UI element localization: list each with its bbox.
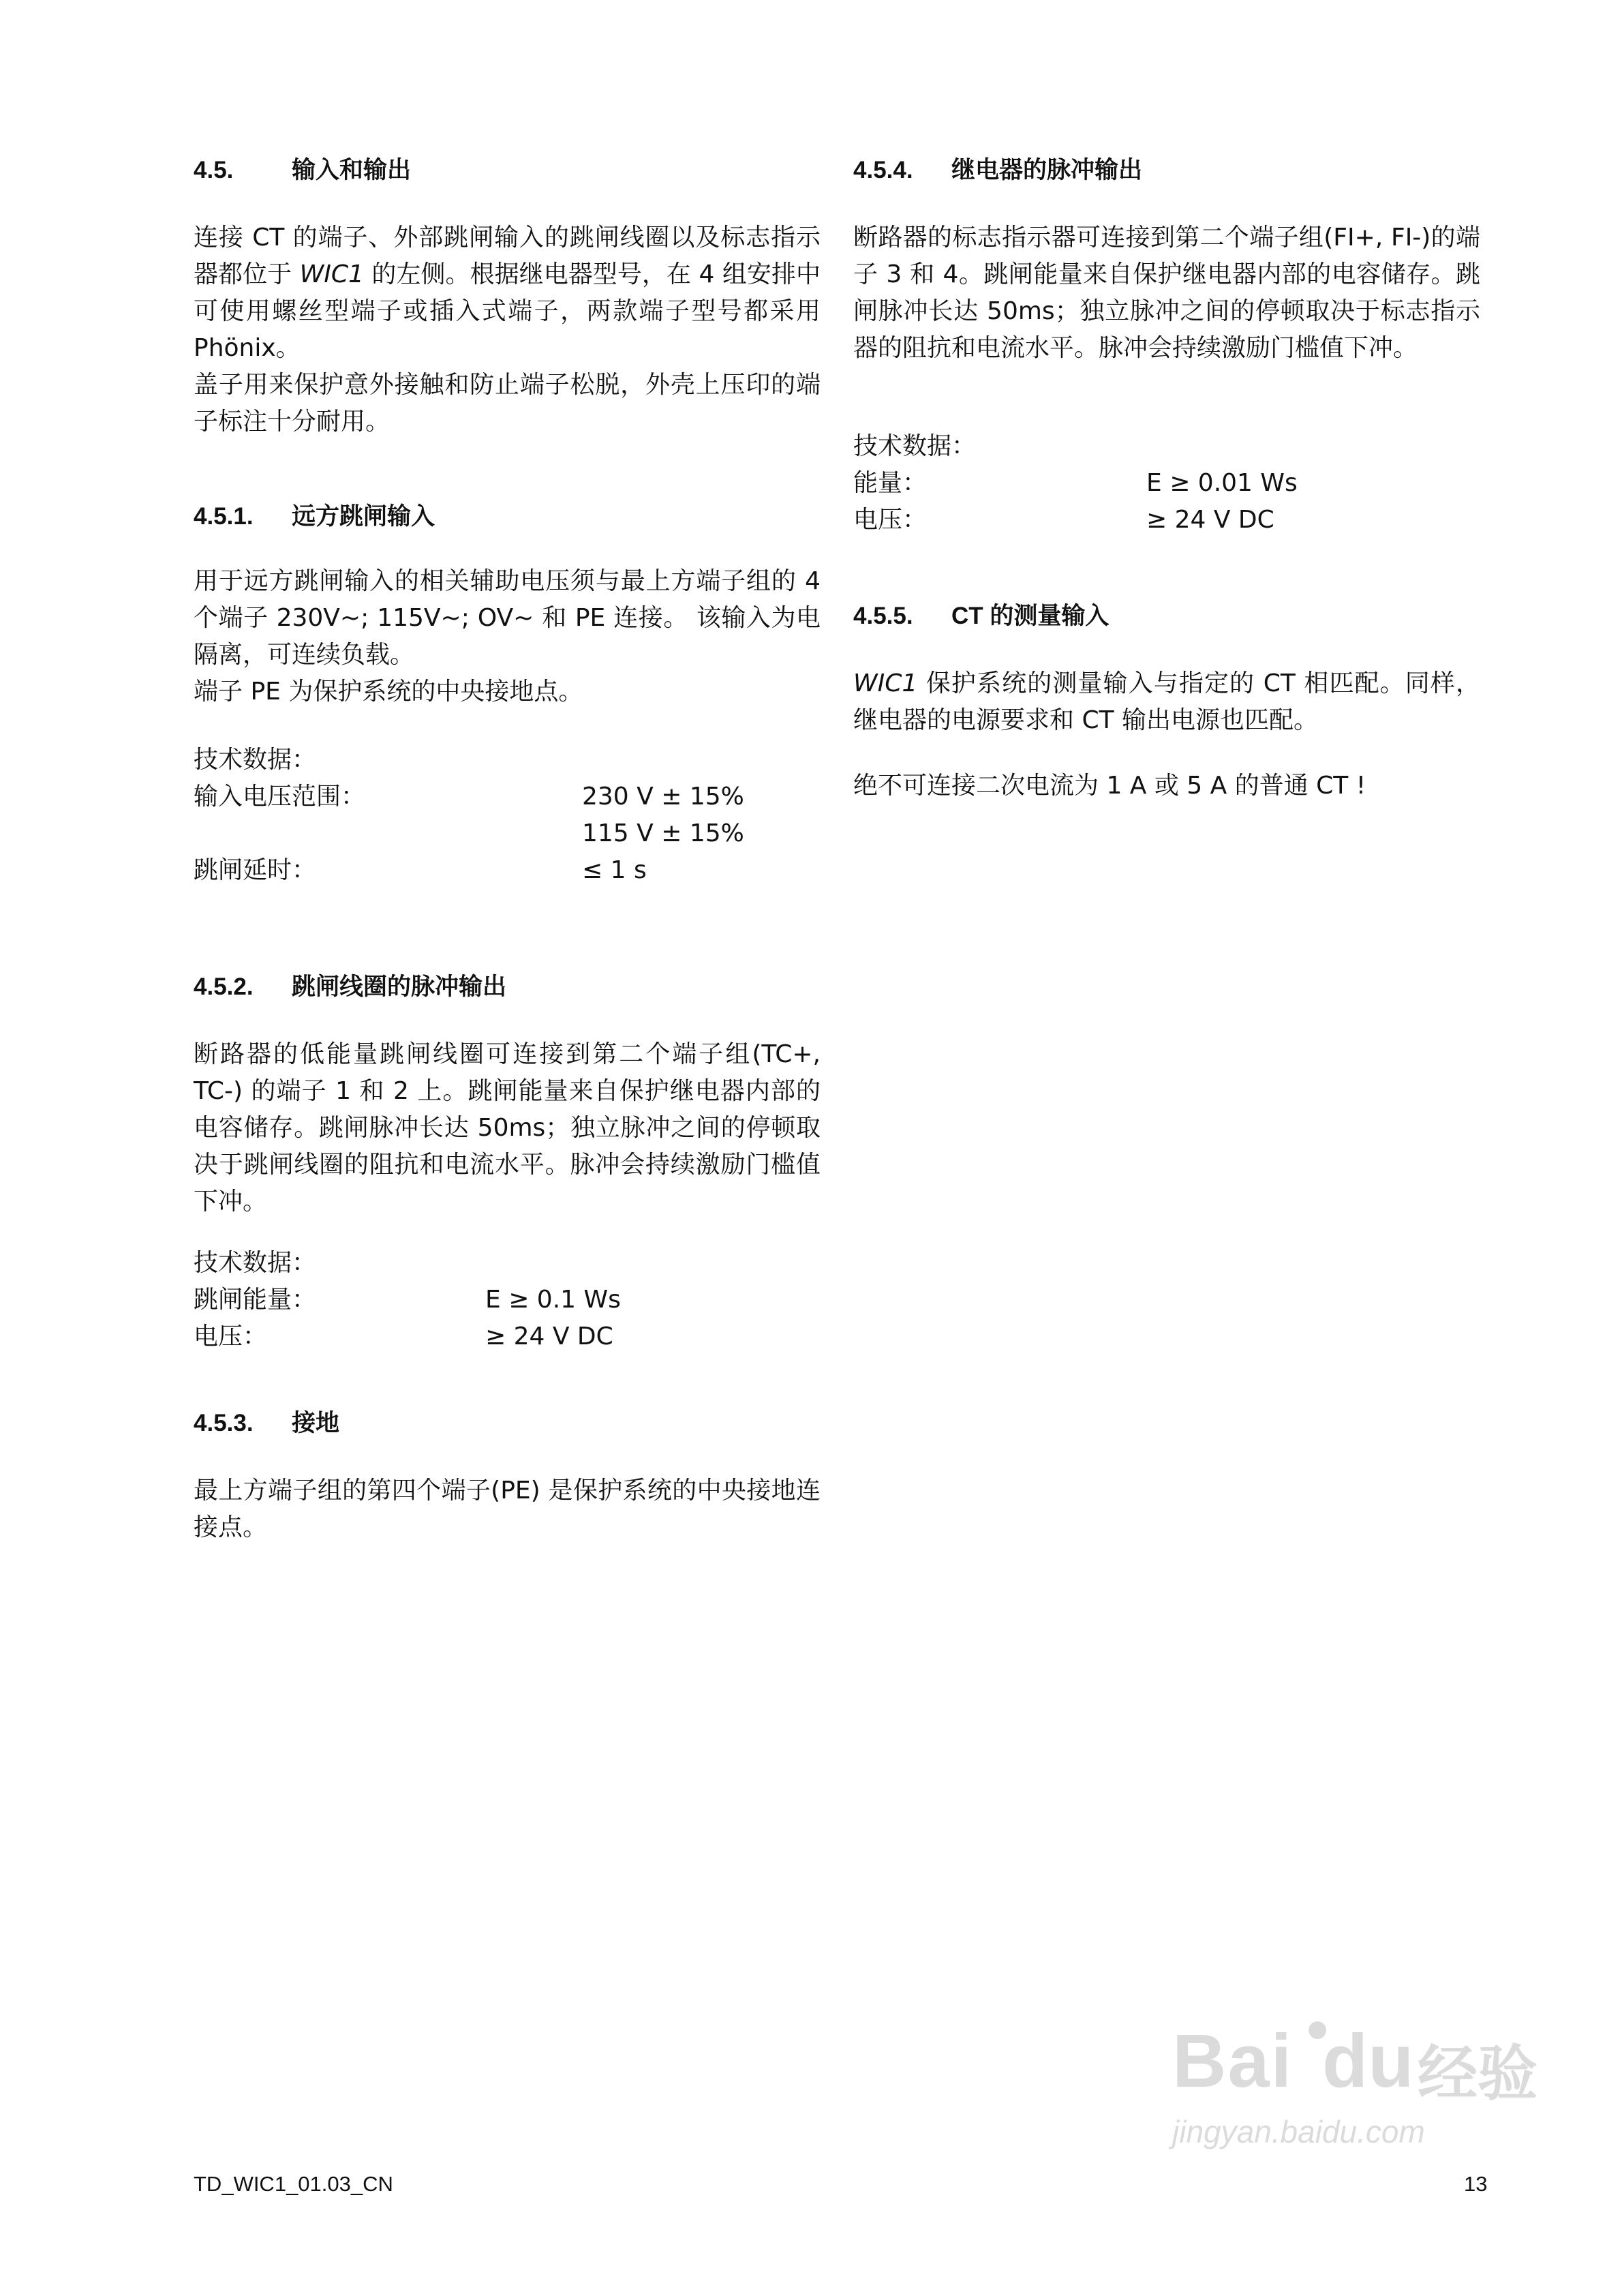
text-run: 连接 CT 的端子、外部跳闸输入的跳闸线圈以及标志指示器都位于 [194, 224, 821, 288]
tech-data-key: 电压： [853, 506, 928, 534]
section-title: 远方跳闸输入 [292, 503, 435, 530]
section-number: 4.5.3. [194, 1410, 254, 1436]
watermark-brand: Bai [1172, 2019, 1294, 2103]
section-4-5-5-paragraph-2: 绝不可连接二次电流为 1 A 或 5 A 的普通 CT ! [853, 772, 1366, 800]
tech-data-key: 能量： [853, 469, 928, 497]
section-number: 4.5.2. [194, 973, 254, 1000]
watermark-url: jingyan.baidu.com [1172, 2114, 1425, 2149]
section-4-5-1-paragraph-1: 用于远方跳闸输入的相关辅助电压须与最上方端子组的 4 个端子 230V~; 115V~; OV~ 和 PE 连接。 该输入为电隔离，可连续负载。 [194, 567, 821, 669]
section-number: 4.5. [194, 157, 234, 183]
section-title: CT 的测量输入 [951, 603, 1110, 629]
watermark-brand-2: du [1322, 2019, 1414, 2103]
section-number: 4.5.5. [853, 603, 913, 629]
tech-data-value: 230 V ± 15% [582, 783, 744, 811]
text-run: 保护系统的测量输入与指定的 CT 相匹配。同样，继电器的电源要求和 CT 输出电源也匹配。 [853, 669, 1480, 734]
tech-data-table [853, 465, 1480, 539]
tech-data-value: ≤ 1 s [582, 856, 647, 884]
section-4-5-1-paragraph-2: 端子 PE 为保护系统的中央接地点。 [194, 678, 583, 706]
section-4-5-3-heading [194, 1408, 339, 1438]
product-name-italic: WIC1 [299, 260, 364, 288]
text-run: 的左侧。根据继电器型号，在 4 组安排中可使用螺丝型端子或插入式端子，两款端子型号都采用 Phönix。 [194, 260, 821, 362]
tech-data-key: 输入电压范围： [194, 783, 366, 811]
tech-data-table [194, 1282, 821, 1355]
tech-data-value: E ≥ 0.1 Ws [485, 1286, 621, 1314]
tech-data-table [194, 779, 821, 889]
tech-data-value: E ≥ 0.01 Ws [1146, 469, 1298, 497]
tech-data-key: 跳闸延时： [194, 856, 317, 884]
section-title: 输入和输出 [292, 157, 412, 183]
section-4-5-paragraph-2: 盖子用来保护意外接触和防止端子松脱，外壳上压印的端子标注十分耐用。 [194, 371, 821, 436]
tech-data-value: ≥ 24 V DC [485, 1323, 613, 1350]
tech-data-value: 115 V ± 15% [582, 819, 744, 847]
section-4-5-4-paragraph-1: 断路器的标志指示器可连接到第二个端子组(FI+, FI-)的端子 3 和 4。跳闸能量来自保护继电器内部的电容储存。跳闸脉冲长达 50ms；独立脉冲之间的停顿取决于标志指示器的阻抗和电流水平。脉冲会持续激励门槛值下冲。 [853, 224, 1480, 362]
section-title: 继电器的脉冲输出 [951, 157, 1143, 183]
section-4-5-4-heading [853, 155, 1142, 185]
footer-page-number: 13 [1464, 2172, 1488, 2196]
section-4-5-2-heading [194, 972, 506, 1002]
baidu-jingyan-watermark [1159, 1997, 1540, 2161]
section-4-5-5-heading [853, 601, 1109, 631]
tech-data-label: 技术数据： [194, 746, 317, 774]
section-number: 4.5.1. [194, 503, 254, 530]
tech-data-value: ≥ 24 V DC [1146, 506, 1274, 534]
section-number: 4.5.4. [853, 157, 913, 183]
section-title: 跳闸线圈的脉冲输出 [292, 973, 507, 1000]
section-4-5-1-heading [194, 502, 435, 532]
section-4-5-5-paragraph-1 [853, 665, 1480, 739]
paw-icon: ● [1305, 2005, 1330, 2051]
footer-doc-id: TD_WIC1_01.03_CN [194, 2172, 393, 2196]
tech-data-key: 跳闸能量： [194, 1286, 317, 1314]
tech-data-label: 技术数据： [853, 432, 977, 460]
section-4-5-paragraph-1 [194, 220, 821, 367]
section-4-5-2-paragraph-1: 断路器的低能量跳闸线圈可连接到第二个端子组(TC+, TC-) 的端子 1 和 2 上。跳闸能量来自保护继电器内部的电容储存。跳闸脉冲长达 50ms；独立脉冲之间的停顿取决于跳闸线圈的阻抗和电流水平。脉冲会持续激励门槛值下冲。 [194, 1040, 821, 1215]
tech-data-key: 电压： [194, 1323, 268, 1350]
section-4-5-heading [194, 155, 411, 185]
watermark-product: 经验 [1418, 2040, 1538, 2107]
section-4-5-3-paragraph-1: 最上方端子组的第四个端子(PE) 是保护系统的中央接地连接点。 [194, 1477, 821, 1541]
product-name-italic: WIC1 [853, 669, 918, 697]
tech-data-label: 技术数据： [194, 1249, 317, 1277]
section-title: 接地 [292, 1410, 340, 1436]
